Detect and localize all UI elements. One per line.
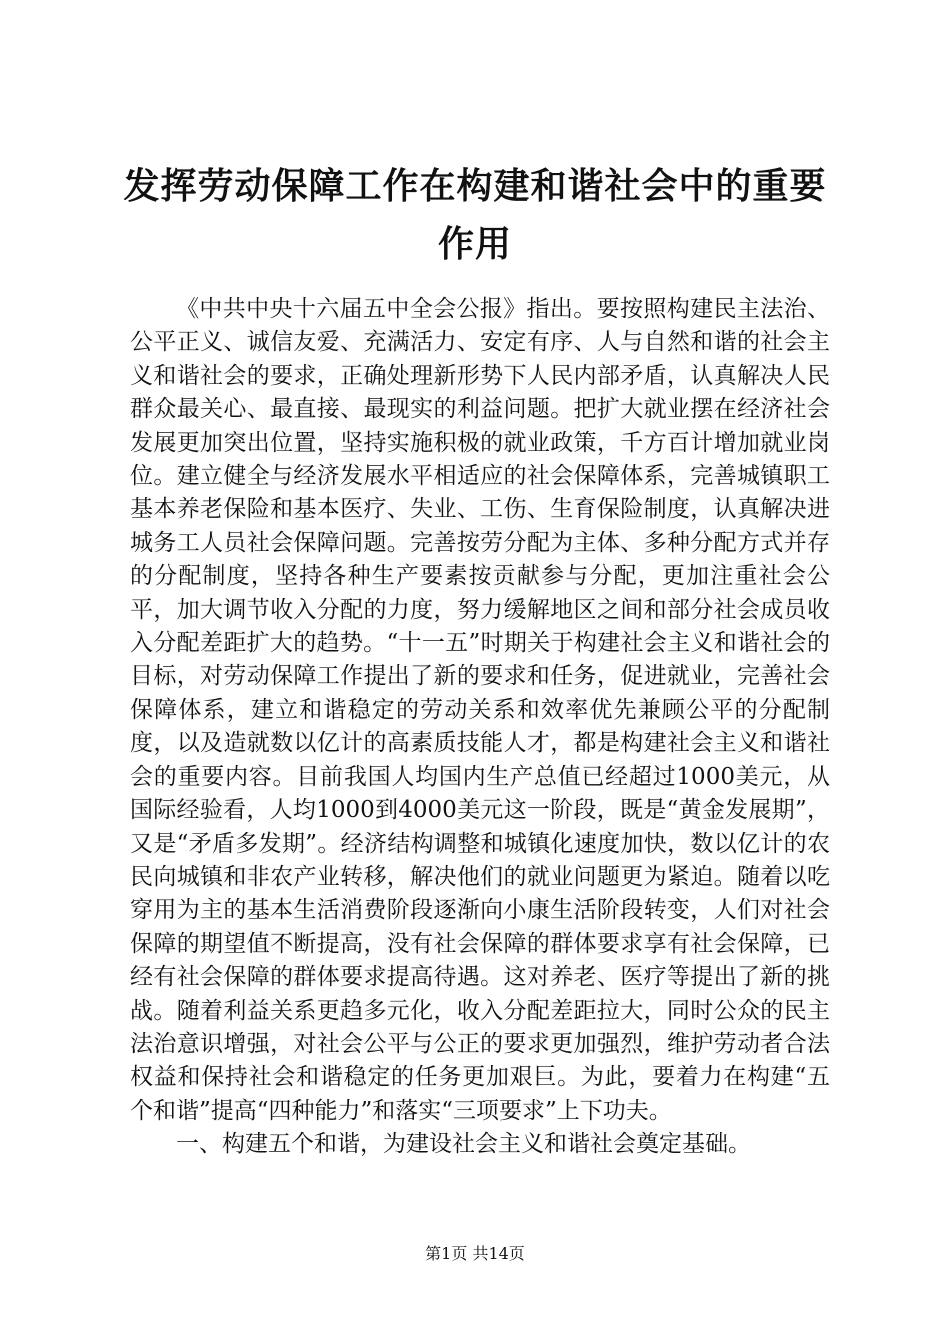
- page-footer: 第1页 共14页: [425, 1244, 525, 1263]
- document-title: 发挥劳动保障工作在构建和谐社会中的重要作用: [123, 166, 827, 265]
- paragraph-section-heading: 一、构建五个和谐，为建设社会主义和谐社会奠定基础。: [176, 1131, 751, 1158]
- paragraph-intro: 《中共中央十六届五中全会公报》指出。要按照构建民主法治、公平正义、诚信友爱、充满活力、安定有序、人与自然和谐的社会主义和谐社会的要求，正确处理新形势下人民内部矛盾，认真解决人民群众最关心、最直接、最现实的利益问题。把扩大就业摆在经济社会发展更加突出位置，坚持实施积极的就业政策，千方百计增加就业岗位。建立健全与经济发展水平相适应的社会保障体系，完善城镇职工基本养老保险和基本医疗、失业、工伤、生育保险制度，认真解决进城务工人员社会保障问题。完善按劳分配为主体、多种分配方式并存的分配制度，坚持各种生产要素按贡献参与分配，更加注重社会公平，加大调节收入分配的力度，努力缓解地区之间和部分社会成员收入分配差距扩大的趋势。“十一五”时期关于构建社会主义和谐社会的目标，对劳动保障工作提出了新的要求和任务，促进就业，完善社会保障体系，建立和谐稳定的劳动关系和效率优先兼顾公平的分配制度，以及造就数以亿计的高素质技能人才，都是构建社会主义和谐社会的重要内容。目前我国人均国内生产总值已经超过1000美元，从国际经验看，人均1000到4000美元这一阶段，既是“黄金发展期”，又是“矛盾多发期”。经济结构调整和城镇化速度加快，数以亿计的农民向城镇和非农产业转移，解决他们的就业问题更为紧迫。随着以吃穿用为主的基本生活消费阶段逐渐向小康生活阶段转变，人们对社会保障的期望值不断提高，没有社会保障的群体要求享有社会保障，已经有社会保障的群体要求提高待遇。这对养老、医疗等提出了新的挑战。随着利益关系更趋多元化，收入分配差距拉大，同时公众的民主法治意识增强，对社会公平与公正的要求更加强烈，维护劳动者合法权益和保持社会和谐稳定的任务更加艰巨。为此，要着力在构建“五个和谐”提高“四种能力”和落实“三项要求”上下功夫。: [130, 296, 830, 1124]
- document-body: [130, 293, 830, 1162]
